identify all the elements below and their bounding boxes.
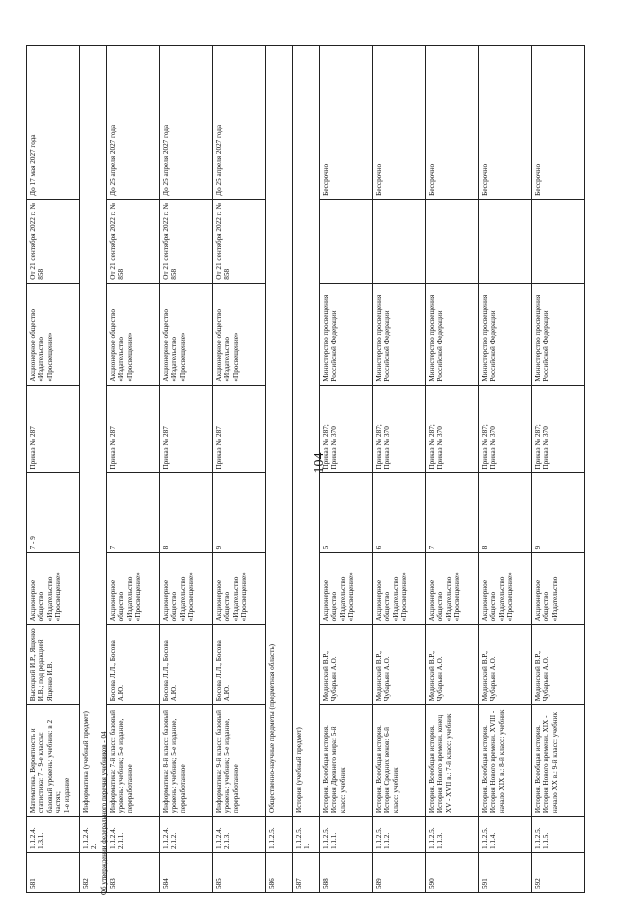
validity-term: Бессрочно [320,45,372,199]
table-row [26,45,80,893]
row-code: 1.1.2.4. 2.1.1. [107,816,159,852]
validity-term: Бессрочно [532,45,584,199]
textbook-title: История. Всеобщая история. История Нового времени. XIX - начало XX в.: 9-й класс: учебник [532,704,584,816]
authors: Босова Л.Л., Босова А.Ю. [213,624,265,704]
row-number: 589 [373,852,425,892]
validity-term: Бессрочно [426,45,478,199]
section-row [293,45,320,893]
approving-organization: Акционерное общество «Издательство «Просвещение» [107,283,159,385]
row-number: 585 [213,852,265,892]
row-number: 592 [532,852,584,892]
textbook-title: Математика. Вероятность и статистика: 7 - 9-е классы: базовый уровень: учебник: в 2 частях; 1-е издание [27,704,79,816]
approving-organization: Министерство просвещения Российской Федерации [320,283,372,385]
row-number: 587 [293,852,319,892]
textbook-title: История. Всеобщая история. История Нового времени. конец XV - XVII в.: 7-й класс: учебник [426,704,478,816]
validity-term: До 25 апреля 2027 года [107,45,159,199]
authors: Мединский В.Р., Чубарьян А.О. [479,624,531,704]
publisher: Акционерное общество «Издательство «Просвещение» [27,552,79,624]
validity-term: До 25 апреля 2027 года [213,45,265,199]
publisher: Акционерное общество «Издательство «Просвещение» [320,552,372,624]
approving-organization: Министерство просвещения Российской Федерации [426,283,478,385]
grade: 6 [373,472,425,552]
order-reference: Приказ № 287; Приказ № 370 [373,385,425,473]
table-row [479,45,532,893]
table-row [532,45,585,893]
approving-organization: Акционерное общество «Издательство «Просвещение» [213,283,265,385]
row-number: 582 [80,852,106,892]
textbook-title: Информатика: 9-й класс: базовый уровень: учебник; 5-е издание, переработанное [213,704,265,816]
rotated-table-area [26,45,602,893]
authors: Мединский В.Р., Чубарьян А.О. [426,624,478,704]
row-number: 590 [426,852,478,892]
approval-date: От 21 сентября 2022 г. № 858 [160,199,212,283]
grade: 8 [479,472,531,552]
authors: Высоцкий И.Р., Ященко И.В.; под редакцией Ященко И.В. [27,624,79,704]
row-code: 1.1.2.4. 2.1.3. [213,816,265,852]
order-reference: Приказ № 287 [107,385,159,473]
approving-organization: Акционерное общество «Издательство «Просвещение» [27,283,79,385]
section-title: Информатика (учебный предмет) [80,45,106,816]
row-code: 1.1.2.5. 1. [293,816,319,852]
publisher: Акционерное общество «Издательство «Просвещение» [373,552,425,624]
authors: Мединский В.Р., Чубарьян А.О. [532,624,584,704]
approval-date [426,199,478,283]
approving-organization: Министерство просвещения Российской Федерации [479,283,531,385]
approving-organization: Министерство просвещения Российской Федерации [532,283,584,385]
section-title: Общественно-научные предметы (предметная область) [266,45,292,816]
textbook-title: История. Всеобщая история. История Древнего мира: 5-й класс: учебник [320,704,372,816]
publisher: Акционерное общество «Издательство «Просвещение» [160,552,212,624]
row-code: 1.1.2.5. [266,816,292,852]
order-reference: Приказ № 287 [160,385,212,473]
grade: 7 [426,472,478,552]
row-code: 1.1.2.4. 1.3.1. [27,816,79,852]
order-reference: Приказ № 287; Приказ № 370 [320,385,372,473]
grade: 9 [532,472,584,552]
order-reference: Приказ № 287 [27,385,79,473]
textbook-title: Информатика: 7-й класс: базовый уровень: учебник; 5-е издание, переработанное [107,704,159,816]
publisher: Акционерное общество «Издательство «Просвещение» [107,552,159,624]
row-code: 1.1.2.5. 1.1.3. [426,816,478,852]
row-code: 1.1.2.4. 2. [80,816,106,852]
order-reference: Приказ № 287; Приказ № 370 [426,385,478,473]
approval-date [373,199,425,283]
textbook-title: История. Всеобщая история. История Нового времени. XVIII - начало XIX в.: 8-й класс: учебник [479,704,531,816]
section-title: История (учебный предмет) [293,45,319,816]
row-code: 1.1.2.5. 1.1.4. [479,816,531,852]
textbook-list-table [26,45,602,893]
grade: 7 - 9 [27,472,79,552]
grade: 5 [320,472,372,552]
section-row [80,45,107,893]
approval-date: От 21 сентября 2022 г. № 858 [107,199,159,283]
approving-organization: Акционерное общество «Издательство «Просвещение» [160,283,212,385]
publisher: Акционерное общество «Издательство [532,552,584,624]
publisher: Акционерное общество «Издательство «Просвещение» [479,552,531,624]
approval-date [479,199,531,283]
table-row [426,45,479,893]
approval-date: От 21 сентября 2022 г. № 858 [27,199,79,283]
validity-term: Бессрочно [373,45,425,199]
order-reference: Приказ № 287; Приказ № 370 [479,385,531,473]
textbook-title: История. Всеобщая история. История Средних веков: 6-й класс: учебник [373,704,425,816]
grade: 8 [160,472,212,552]
row-code: 1.1.2.5. 1.1.1. [320,816,372,852]
row-number: 586 [266,852,292,892]
authors: Мединский В.Р., Чубарьян А.О. [320,624,372,704]
row-number: 584 [160,852,212,892]
order-reference: Приказ № 287; Приказ № 370 [532,385,584,473]
validity-term: Бессрочно [479,45,531,199]
row-code: 1.1.2.4. 2.1.2. [160,816,212,852]
approving-organization: Министерство просвещения Российской Федерации [373,283,425,385]
table-row [320,45,373,893]
order-reference: Приказ № 287 [213,385,265,473]
grade: 9 [213,472,265,552]
authors: Босова Л.Л., Босова А.Ю. [160,624,212,704]
row-code: 1.1.2.5. 1.1.2. [373,816,425,852]
table-row [373,45,426,893]
authors: Мединский В.Р., Чубарьян А.О. [373,624,425,704]
row-code: 1.1.2.5. 1.1.5. [532,816,584,852]
approval-date: От 21 сентября 2022 г. № 858 [213,199,265,283]
textbook-title: Информатика: 8-й класс: базовый уровень: учебник; 5-е издание, переработанное [160,704,212,816]
page-number: 104 [312,452,327,474]
grade: 7 [107,472,159,552]
authors: Босова Л.Л., Босова А.Ю. [107,624,159,704]
table-row [107,45,160,893]
validity-term: До 25 апреля 2027 года [160,45,212,199]
table-row [213,45,266,893]
page-footer: Об утверждении федерального перечня учебников - 04 [100,731,108,895]
row-number: 591 [479,852,531,892]
validity-term: До 17 мая 2027 года [27,45,79,199]
table-row [160,45,213,893]
row-number: 588 [320,852,372,892]
publisher: Акционерное общество «Издательство «Просвещение» [426,552,478,624]
publisher: Акционерное общество «Издательство «Просвещение» [213,552,265,624]
section-row [266,45,293,893]
approval-date [320,199,372,283]
row-number: 581 [27,852,79,892]
row-number: 583 [107,852,159,892]
approval-date [532,199,584,283]
